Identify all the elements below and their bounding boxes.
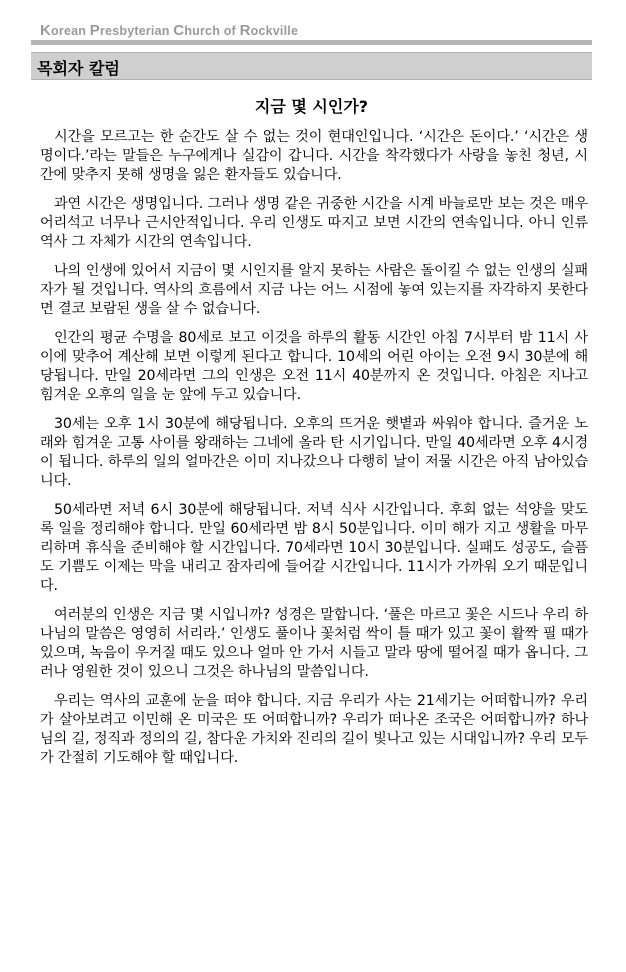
article-paragraph: 여러분의 인생은 지금 몇 시입니까? 성경은 말합니다. ‘풀은 마르고 꽃은 시드나 우리 하나님의 말씀은 영영히 서리라.’ 인생도 풀이나 꽃처럼 싹이 틀 때가 있고 꽃이 활짝 필 때가 있으며, 녹음이 우거질 때도 있으나 얼마 안 가서 시들고 말라 땅에 떨어질 때가 옵니다. 그러나 영원한 것이 있으니 그것은 하나님의 말씀입니다. [40,607,588,680]
church-name-word: resbyterian [99,24,174,38]
article-paragraph: 시간을 모르고는 한 순간도 살 수 없는 것이 현대인입니다. ‘시간은 돈이다.’ ‘시간은 생명이다.’라는 말들은 누구에게나 실감이 갑니다. 시간을 착각했다가 사랑을 놓친 청년, 시간에 맞추지 못해 생명을 잃은 환자들도 있습니다. [40,129,588,183]
church-name-initial: C [173,22,185,39]
church-name-word: ockville [250,24,299,38]
church-name-initial: P [89,22,100,39]
church-name-word: orean [51,24,90,38]
article-paragraph: 우리는 역사의 교훈에 눈을 떠야 합니다. 지금 우리가 사는 21세기는 어떠합니까? 우리가 살아보려고 이민해 온 미국은 또 어떠합니까? 우리가 떠나온 조국은 어떠합니까? 하나님의 길, 정직과 정의의 길, 참다운 가치와 진리의 길이 빛나고 있는 시대입니까? 우리 모두가 간절히 기도해야 할 때입니다. [40,693,588,766]
church-name-initial: K [40,22,52,39]
church-name-word: hurch of [184,24,240,38]
article-paragraph: 50세라면 저녁 6시 30분에 해당됩니다. 저녁 식사 시간입니다. 후회 없는 석양을 맞도록 일을 정리해야 합니다. 만일 60세라면 밤 8시 50분입니다. 이미 해가 지고 생활을 마무리하며 휴식을 준비해야 할 시간입니다. 70세라면 10시 30분입니다. 실패도 성공도, 슬픔도 기쁨도 이제는 막을 내리고 잠자리에 들어갈 시간입니다. 11시가 가까워 오기 때문입니다. [40,502,588,594]
article-body [40,128,588,778]
header-divider [31,40,592,45]
church-name-initial: R [239,22,251,39]
section-label: 목회자 칼럼 [37,59,120,78]
church-name-header [40,22,600,42]
article-paragraph: 나의 인생에 있어서 지금이 몇 시인지를 알지 못하는 사람은 돌이킬 수 없는 인생의 실패자가 될 것입니다. 역사의 흐름에서 지금 나는 어느 시점에 놓여 있는지를 자각하지 못한다면 결코 보람된 생을 살 수 없습니다. [40,263,588,317]
article-title: 지금 몇 시인가? [254,97,369,116]
article-paragraph: 과연 시간은 생명입니다. 그러나 생명 같은 귀중한 시간을 시계 바늘로만 보는 것은 매우 어리석고 너무나 근시안적입니다. 우리 인생도 따지고 보면 시간의 연속입니다. 아니 인류 역사 그 자체가 시간의 연속입니다. [40,196,588,250]
section-bar [31,52,592,80]
article-paragraph: 인간의 평균 수명을 80세로 보고 이것을 하루의 활동 시간인 아침 7시부터 밤 11시 사이에 맞추어 계산해 보면 이렇게 된다고 합니다. 10세의 어린 아이는 오전 9시 30분에 해당됩니다. 만일 20세라면 그의 인생은 오전 11시 40분까지 온 것입니다. 아침은 지나고 힘겨운 오후의 일을 눈 앞에 두고 있습니다. [40,330,588,403]
article-paragraph: 30세는 오후 1시 30분에 해당됩니다. 오후의 뜨거운 햇볕과 싸워야 합니다. 즐거운 노래와 힘겨운 고통 사이를 왕래하는 그네에 올라 탄 시기입니다. 만일 40세라면 오후 4시경이 됩니다. 하루의 일의 얼마간은 이미 지나갔으나 다행히 날이 저물 시간은 아직 남아있습니다. [40,416,588,489]
